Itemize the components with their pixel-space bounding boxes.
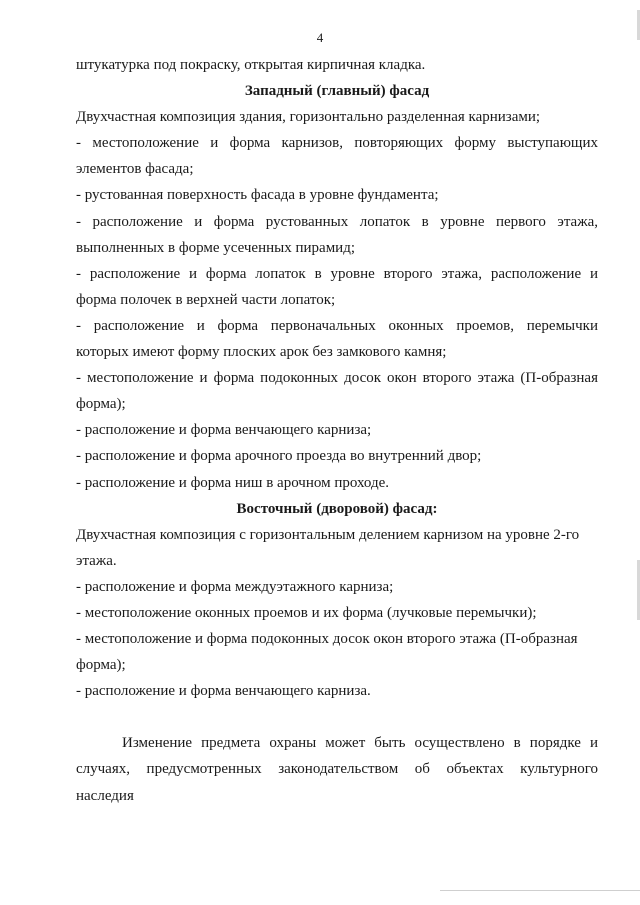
list-item: - расположение и форма рустованных лопаток в уровне первого этажа, [76,213,598,230]
list-item: - местоположение и форма подоконных досок окон второго этажа (П-образная [76,370,598,387]
list-item: - расположение и форма междуэтажного карниза; [76,578,394,595]
list-item: - расположение и форма ниш в арочном проходе. [76,474,390,491]
list-item: - расположение и форма венчающего карниза; [76,422,372,439]
page-number: 4 [316,30,324,45]
list-item: - местоположение и форма подоконных досок окон второго этажа (П-образная [76,631,578,648]
text-line: форма полочек в верхней части лопаток; [76,291,336,308]
text-line: форма); [76,396,126,413]
closing-paragraph-line: Изменение предмета охраны может быть осуществлено в порядке и [122,735,598,752]
list-item: - расположение и форма первоначальных оконных проемов, перемычки [76,317,598,334]
list-item: - расположение и форма венчающего карниза. [76,683,371,700]
closing-paragraph-line: случаях, предусмотренных законодательством об объектах культурного [76,761,598,778]
text-line: этажа. [76,552,117,569]
closing-paragraph-line: наследия [76,787,134,804]
list-item: - расположение и форма лопаток в уровне второго этажа, расположение и [76,265,598,282]
text-line: форма); [76,657,126,674]
list-item: - рустованная поверхность фасада в уровне фундамента; [76,187,439,204]
text-line: элементов фасада; [76,161,194,178]
list-item: - местоположение и форма карнизов, повторяющих форму выступающих [76,135,598,152]
text-line: выполненных в форме усеченных пирамид; [76,239,356,256]
text-line: штукатурка под покраску, открытая кирпичная кладка. [76,57,426,73]
scan-artifact [440,890,640,891]
text-line: которых имеют форму плоских арок без замкового камня; [76,344,447,361]
paragraph-gap [76,704,598,730]
document-body [76,52,598,809]
text-line: Двухчастная композиция с горизонтальным делением карнизом на уровне 2-го [76,526,580,543]
section-heading-east-facade: Восточный (дворовой) фасад: [236,500,438,517]
text-line: Двухчастная композиция здания, горизонтально разделенная карнизами; [76,109,541,126]
list-item: - расположение и форма арочного проезда во внутренний двор; [76,448,482,465]
list-item: - местоположение оконных проемов и их форма (лучковые перемычки); [76,604,537,621]
section-heading-west-facade: Западный (главный) фасад [244,83,430,100]
